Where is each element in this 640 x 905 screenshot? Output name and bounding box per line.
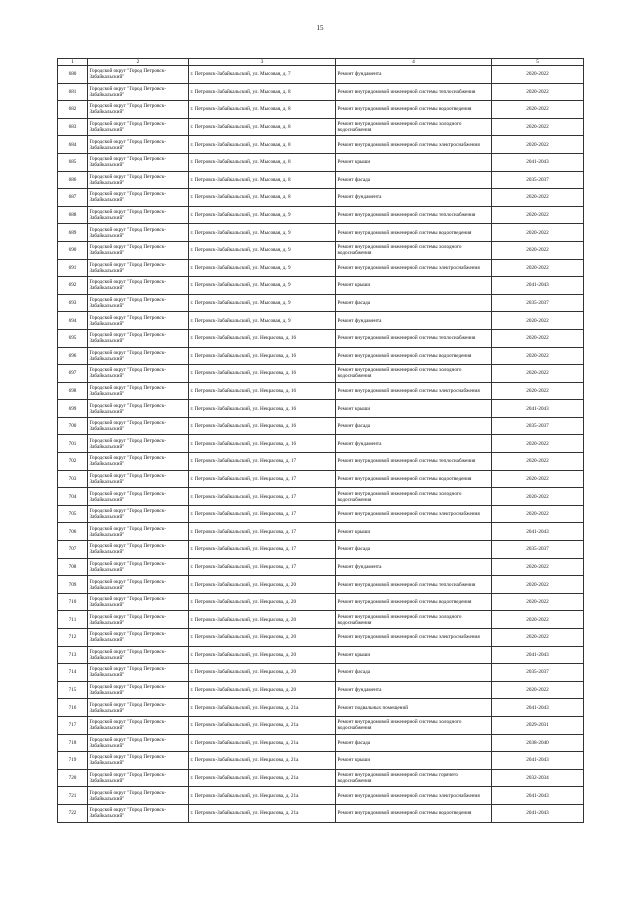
address-cell: г. Петровск-Забайкальский, ул. Некрасова, д. 17 <box>189 505 336 523</box>
period-cell: 2020-2022 <box>492 453 584 471</box>
work-type-cell: Ремонт внутридомовой инженерной системы водоотведения <box>336 347 492 365</box>
work-type-cell: Ремонт фундамента <box>336 558 492 576</box>
table-row <box>58 576 584 594</box>
work-type-cell: Ремонт внутридомовой инженерной системы теплоснабжения <box>336 83 492 101</box>
column-header: 5 <box>492 59 584 66</box>
table-row <box>58 417 584 435</box>
row-number-cell: 693 <box>58 294 88 312</box>
work-type-cell: Ремонт крыши <box>336 153 492 171</box>
address-cell: г. Петровск-Забайкальский, ул. Мысовая, д. 8 <box>189 189 336 207</box>
work-type-cell: Ремонт внутридомовой инженерной системы теплоснабжения <box>336 329 492 347</box>
period-cell: 2035-2037 <box>492 417 584 435</box>
municipality-cell: Городской округ "Город Петровск-Забайкальский" <box>88 277 189 295</box>
address-cell: г. Петровск-Забайкальский, ул. Мысовая, д. 8 <box>189 83 336 101</box>
work-type-cell: Ремонт внутридомовой инженерной системы водоотведения <box>336 101 492 119</box>
work-type-cell: Ремонт фасада <box>336 541 492 559</box>
period-cell: 2020-2022 <box>492 241 584 259</box>
row-number-cell: 690 <box>58 241 88 259</box>
work-type-cell: Ремонт внутридомовой инженерной системы электроснабжения <box>336 629 492 647</box>
period-cell: 2020-2022 <box>492 347 584 365</box>
address-cell: г. Петровск-Забайкальский, ул. Некрасова, д. 16 <box>189 417 336 435</box>
table-row <box>58 804 584 822</box>
address-cell: г. Петровск-Забайкальский, ул. Некрасова, д. 21а <box>189 752 336 770</box>
municipality-cell: Городской округ "Город Петровск-Забайкальский" <box>88 294 189 312</box>
municipality-cell: Городской округ "Город Петровск-Забайкальский" <box>88 611 189 629</box>
work-type-cell: Ремонт фасада <box>336 171 492 189</box>
municipality-cell: Городской округ "Город Петровск-Забайкальский" <box>88 629 189 647</box>
address-cell: г. Петровск-Забайкальский, ул. Некрасова, д. 16 <box>189 365 336 383</box>
period-cell: 2020-2022 <box>492 66 584 84</box>
period-cell: 2020-2022 <box>492 681 584 699</box>
column-header: 4 <box>336 59 492 66</box>
work-type-cell: Ремонт внутридомовой инженерной системы теплоснабжения <box>336 206 492 224</box>
row-number-cell: 719 <box>58 752 88 770</box>
address-cell: г. Петровск-Забайкальский, ул. Некрасова, д. 20 <box>189 593 336 611</box>
row-number-cell: 707 <box>58 541 88 559</box>
municipality-cell: Городской округ "Город Петровск-Забайкальский" <box>88 787 189 805</box>
table-header-row <box>58 59 584 66</box>
work-type-cell: Ремонт внутридомовой инженерной системы холодного водоснабжения <box>336 611 492 629</box>
table-row <box>58 787 584 805</box>
period-cell: 2041-2043 <box>492 523 584 541</box>
period-cell: 2020-2022 <box>492 365 584 383</box>
work-type-cell: Ремонт фундамента <box>336 681 492 699</box>
address-cell: г. Петровск-Забайкальский, ул. Мысовая, д. 9 <box>189 224 336 242</box>
municipality-cell: Городской округ "Город Петровск-Забайкальский" <box>88 365 189 383</box>
address-cell: г. Петровск-Забайкальский, ул. Некрасова, д. 17 <box>189 523 336 541</box>
municipality-cell: Городской округ "Город Петровск-Забайкальский" <box>88 206 189 224</box>
address-cell: г. Петровск-Забайкальский, ул. Некрасова, д. 20 <box>189 664 336 682</box>
table-row <box>58 699 584 717</box>
work-type-cell: Ремонт крыши <box>336 400 492 418</box>
municipality-cell: Городской округ "Город Петровск-Забайкальский" <box>88 646 189 664</box>
period-cell: 2038-2040 <box>492 734 584 752</box>
municipality-cell: Городской округ "Город Петровск-Забайкальский" <box>88 541 189 559</box>
table-row <box>58 681 584 699</box>
row-number-cell: 701 <box>58 435 88 453</box>
row-number-cell: 700 <box>58 417 88 435</box>
work-type-cell: Ремонт внутридомовой инженерной системы электроснабжения <box>336 259 492 277</box>
table-row <box>58 277 584 295</box>
table-row <box>58 329 584 347</box>
row-number-cell: 705 <box>58 505 88 523</box>
municipality-cell: Городской округ "Город Петровск-Забайкальский" <box>88 224 189 242</box>
municipality-cell: Городской округ "Город Петровск-Забайкальский" <box>88 681 189 699</box>
address-cell: г. Петровск-Забайкальский, ул. Некрасова, д. 21а <box>189 769 336 787</box>
work-type-cell: Ремонт фундамента <box>336 189 492 207</box>
work-type-cell: Ремонт фундамента <box>336 312 492 330</box>
municipality-cell: Городской округ "Город Петровск-Забайкальский" <box>88 189 189 207</box>
row-number-cell: 717 <box>58 716 88 734</box>
work-type-cell: Ремонт фасада <box>336 664 492 682</box>
row-number-cell: 698 <box>58 382 88 400</box>
table-row <box>58 118 584 136</box>
period-cell: 2035-2037 <box>492 664 584 682</box>
table-row <box>58 206 584 224</box>
address-cell: г. Петровск-Забайкальский, ул. Некрасова, д. 17 <box>189 488 336 506</box>
column-header: 2 <box>88 59 189 66</box>
period-cell: 2041-2043 <box>492 400 584 418</box>
address-cell: г. Петровск-Забайкальский, ул. Мысовая, д. 8 <box>189 171 336 189</box>
work-type-cell: Ремонт фасада <box>336 417 492 435</box>
address-cell: г. Петровск-Забайкальский, ул. Некрасова, д. 17 <box>189 470 336 488</box>
municipality-cell: Городской округ "Город Петровск-Забайкальский" <box>88 153 189 171</box>
address-cell: г. Петровск-Забайкальский, ул. Мысовая, д. 9 <box>189 206 336 224</box>
work-type-cell: Ремонт внутридомовой инженерной системы теплоснабжения <box>336 453 492 471</box>
work-type-cell: Ремонт внутридомовой инженерной системы холодного водоснабжения <box>336 241 492 259</box>
municipality-cell: Городской округ "Город Петровск-Забайкальский" <box>88 241 189 259</box>
row-number-cell: 697 <box>58 365 88 383</box>
period-cell: 2041-2043 <box>492 752 584 770</box>
period-cell: 2020-2022 <box>492 593 584 611</box>
address-cell: г. Петровск-Забайкальский, ул. Некрасова, д. 17 <box>189 558 336 576</box>
page-number: 15 <box>316 24 324 32</box>
work-type-cell: Ремонт внутридомовой инженерной системы водоотведения <box>336 593 492 611</box>
municipality-cell: Городской округ "Город Петровск-Забайкальский" <box>88 435 189 453</box>
column-header: 1 <box>58 59 88 66</box>
work-type-cell: Ремонт фундамента <box>336 66 492 84</box>
row-number-cell: 704 <box>58 488 88 506</box>
municipality-cell: Городской округ "Город Петровск-Забайкальский" <box>88 523 189 541</box>
row-number-cell: 721 <box>58 787 88 805</box>
row-number-cell: 686 <box>58 171 88 189</box>
table-row <box>58 224 584 242</box>
repair-schedule-table <box>57 58 584 823</box>
row-number-cell: 694 <box>58 312 88 330</box>
address-cell: г. Петровск-Забайкальский, ул. Некрасова, д. 16 <box>189 382 336 400</box>
period-cell: 2020-2022 <box>492 136 584 154</box>
table-row <box>58 505 584 523</box>
municipality-cell: Городской округ "Город Петровск-Забайкальский" <box>88 488 189 506</box>
municipality-cell: Городской округ "Город Петровск-Забайкальский" <box>88 329 189 347</box>
municipality-cell: Городской округ "Город Петровск-Забайкальский" <box>88 734 189 752</box>
period-cell: 2020-2022 <box>492 382 584 400</box>
municipality-cell: Городской округ "Город Петровск-Забайкальский" <box>88 804 189 822</box>
address-cell: г. Петровск-Забайкальский, ул. Некрасова, д. 20 <box>189 681 336 699</box>
municipality-cell: Городской округ "Город Петровск-Забайкальский" <box>88 118 189 136</box>
address-cell: г. Петровск-Забайкальский, ул. Мысовая, д. 9 <box>189 241 336 259</box>
work-type-cell: Ремонт внутридомовой инженерной системы холодного водоснабжения <box>336 365 492 383</box>
table-row <box>58 734 584 752</box>
work-type-cell: Ремонт внутридомовой инженерной системы теплоснабжения <box>336 576 492 594</box>
row-number-cell: 695 <box>58 329 88 347</box>
municipality-cell: Городской округ "Город Петровск-Забайкальский" <box>88 347 189 365</box>
address-cell: г. Петровск-Забайкальский, ул. Некрасова, д. 17 <box>189 453 336 471</box>
municipality-cell: Городской округ "Город Петровск-Забайкальский" <box>88 699 189 717</box>
address-cell: г. Петровск-Забайкальский, ул. Некрасова, д. 21а <box>189 787 336 805</box>
period-cell: 2020-2022 <box>492 329 584 347</box>
work-type-cell: Ремонт внутридомовой инженерной системы электроснабжения <box>336 787 492 805</box>
period-cell: 2035-2037 <box>492 294 584 312</box>
table-row <box>58 646 584 664</box>
row-number-cell: 703 <box>58 470 88 488</box>
work-type-cell: Ремонт внутридомовой инженерной системы электроснабжения <box>336 505 492 523</box>
row-number-cell: 688 <box>58 206 88 224</box>
row-number-cell: 716 <box>58 699 88 717</box>
table-row <box>58 101 584 119</box>
address-cell: г. Петровск-Забайкальский, ул. Мысовая, д. 8 <box>189 118 336 136</box>
table-body <box>58 66 584 823</box>
table-row <box>58 611 584 629</box>
address-cell: г. Петровск-Забайкальский, ул. Некрасова, д. 16 <box>189 400 336 418</box>
table-row <box>58 752 584 770</box>
row-number-cell: 681 <box>58 83 88 101</box>
period-cell: 2020-2022 <box>492 435 584 453</box>
address-cell: г. Петровск-Забайкальский, ул. Некрасова, д. 20 <box>189 629 336 647</box>
work-type-cell: Ремонт внутридомовой инженерной системы водоотведения <box>336 224 492 242</box>
work-type-cell: Ремонт внутридомовой инженерной системы холодного водоснабжения <box>336 118 492 136</box>
row-number-cell: 709 <box>58 576 88 594</box>
row-number-cell: 722 <box>58 804 88 822</box>
table-row <box>58 365 584 383</box>
row-number-cell: 685 <box>58 153 88 171</box>
row-number-cell: 720 <box>58 769 88 787</box>
work-type-cell: Ремонт фасада <box>336 294 492 312</box>
work-type-cell: Ремонт внутридомовой инженерной системы водоотведения <box>336 804 492 822</box>
municipality-cell: Городской округ "Город Петровск-Забайкальский" <box>88 417 189 435</box>
municipality-cell: Городской округ "Город Петровск-Забайкальский" <box>88 716 189 734</box>
work-type-cell: Ремонт крыши <box>336 646 492 664</box>
table-row <box>58 382 584 400</box>
row-number-cell: 715 <box>58 681 88 699</box>
row-number-cell: 714 <box>58 664 88 682</box>
address-cell: г. Петровск-Забайкальский, ул. Некрасова, д. 21а <box>189 734 336 752</box>
table-row <box>58 259 584 277</box>
work-type-cell: Ремонт крыши <box>336 523 492 541</box>
municipality-cell: Городской округ "Город Петровск-Забайкальский" <box>88 66 189 84</box>
table-row <box>58 664 584 682</box>
period-cell: 2020-2022 <box>492 101 584 119</box>
work-type-cell: Ремонт фундамента <box>336 435 492 453</box>
table-row <box>58 470 584 488</box>
row-number-cell: 711 <box>58 611 88 629</box>
address-cell: г. Петровск-Забайкальский, ул. Некрасова, д. 20 <box>189 611 336 629</box>
work-type-cell: Ремонт внутридомовой инженерной системы водоотведения <box>336 470 492 488</box>
work-type-cell: Ремонт фасада <box>336 734 492 752</box>
period-cell: 2020-2022 <box>492 118 584 136</box>
period-cell: 2020-2022 <box>492 488 584 506</box>
row-number-cell: 696 <box>58 347 88 365</box>
row-number-cell: 702 <box>58 453 88 471</box>
table-row <box>58 294 584 312</box>
work-type-cell: Ремонт внутридомовой инженерной системы электроснабжения <box>336 382 492 400</box>
table-row <box>58 66 584 84</box>
period-cell: 2020-2022 <box>492 189 584 207</box>
period-cell: 2020-2022 <box>492 558 584 576</box>
municipality-cell: Городской округ "Город Петровск-Забайкальский" <box>88 470 189 488</box>
period-cell: 2041-2043 <box>492 699 584 717</box>
table-row <box>58 523 584 541</box>
table-row <box>58 453 584 471</box>
address-cell: г. Петровск-Забайкальский, ул. Некрасова, д. 16 <box>189 347 336 365</box>
table-row <box>58 716 584 734</box>
address-cell: г. Петровск-Забайкальский, ул. Некрасова, д. 17 <box>189 541 336 559</box>
table-row <box>58 189 584 207</box>
period-cell: 2020-2022 <box>492 470 584 488</box>
work-type-cell: Ремонт крыши <box>336 752 492 770</box>
table-row <box>58 171 584 189</box>
row-number-cell: 687 <box>58 189 88 207</box>
work-type-cell: Ремонт внутридомовой инженерной системы электроснабжения <box>336 136 492 154</box>
work-type-cell: Ремонт подвальных помещений <box>336 699 492 717</box>
work-type-cell: Ремонт внутридомовой инженерной системы холодного водоснабжения <box>336 488 492 506</box>
period-cell: 2041-2043 <box>492 153 584 171</box>
address-cell: г. Петровск-Забайкальский, ул. Мысовая, д. 9 <box>189 294 336 312</box>
row-number-cell: 699 <box>58 400 88 418</box>
municipality-cell: Городской округ "Город Петровск-Забайкальский" <box>88 382 189 400</box>
municipality-cell: Городской округ "Город Петровск-Забайкальский" <box>88 259 189 277</box>
row-number-cell: 691 <box>58 259 88 277</box>
address-cell: г. Петровск-Забайкальский, ул. Некрасова, д. 16 <box>189 329 336 347</box>
municipality-cell: Городской округ "Город Петровск-Забайкальский" <box>88 769 189 787</box>
table-row <box>58 400 584 418</box>
municipality-cell: Городской округ "Город Петровск-Забайкальский" <box>88 136 189 154</box>
municipality-cell: Городской округ "Город Петровск-Забайкальский" <box>88 558 189 576</box>
table-row <box>58 558 584 576</box>
table-row <box>58 629 584 647</box>
period-cell: 2032-2034 <box>492 769 584 787</box>
municipality-cell: Городской округ "Город Петровск-Забайкальский" <box>88 664 189 682</box>
address-cell: г. Петровск-Забайкальский, ул. Некрасова, д. 21а <box>189 804 336 822</box>
period-cell: 2041-2043 <box>492 804 584 822</box>
table-row <box>58 153 584 171</box>
work-type-cell: Ремонт крыши <box>336 277 492 295</box>
address-cell: г. Петровск-Забайкальский, ул. Мысовая, д. 8 <box>189 101 336 119</box>
work-type-cell: Ремонт внутридомовой инженерной системы горячего водоснабжения <box>336 769 492 787</box>
row-number-cell: 712 <box>58 629 88 647</box>
municipality-cell: Городской округ "Город Петровск-Забайкальский" <box>88 576 189 594</box>
row-number-cell: 708 <box>58 558 88 576</box>
row-number-cell: 692 <box>58 277 88 295</box>
municipality-cell: Городской округ "Город Петровск-Забайкальский" <box>88 453 189 471</box>
table-row <box>58 312 584 330</box>
row-number-cell: 706 <box>58 523 88 541</box>
row-number-cell: 689 <box>58 224 88 242</box>
period-cell: 2020-2022 <box>492 206 584 224</box>
row-number-cell: 713 <box>58 646 88 664</box>
municipality-cell: Городской округ "Город Петровск-Забайкальский" <box>88 400 189 418</box>
period-cell: 2035-2037 <box>492 171 584 189</box>
row-number-cell: 710 <box>58 593 88 611</box>
period-cell: 2020-2022 <box>492 224 584 242</box>
municipality-cell: Городской округ "Город Петровск-Забайкальский" <box>88 312 189 330</box>
address-cell: г. Петровск-Забайкальский, ул. Некрасова, д. 16 <box>189 435 336 453</box>
address-cell: г. Петровск-Забайкальский, ул. Мысовая, д. 9 <box>189 312 336 330</box>
address-cell: г. Петровск-Забайкальский, ул. Некрасова, д. 21а <box>189 699 336 717</box>
row-number-cell: 683 <box>58 118 88 136</box>
period-cell: 2020-2022 <box>492 611 584 629</box>
row-number-cell: 718 <box>58 734 88 752</box>
address-cell: г. Петровск-Забайкальский, ул. Мысовая, д. 9 <box>189 259 336 277</box>
address-cell: г. Петровск-Забайкальский, ул. Мысовая, д. 7 <box>189 66 336 84</box>
period-cell: 2029-2031 <box>492 716 584 734</box>
address-cell: г. Петровск-Забайкальский, ул. Некрасова, д. 21а <box>189 716 336 734</box>
period-cell: 2020-2022 <box>492 259 584 277</box>
period-cell: 2041-2043 <box>492 646 584 664</box>
municipality-cell: Городской округ "Город Петровск-Забайкальский" <box>88 171 189 189</box>
table-row <box>58 241 584 259</box>
municipality-cell: Городской округ "Город Петровск-Забайкальский" <box>88 83 189 101</box>
table-row <box>58 769 584 787</box>
municipality-cell: Городской округ "Город Петровск-Забайкальский" <box>88 752 189 770</box>
table-row <box>58 435 584 453</box>
period-cell: 2020-2022 <box>492 505 584 523</box>
row-number-cell: 682 <box>58 101 88 119</box>
municipality-cell: Городской округ "Город Петровск-Забайкальский" <box>88 101 189 119</box>
table-row <box>58 136 584 154</box>
table-row <box>58 488 584 506</box>
address-cell: г. Петровск-Забайкальский, ул. Мысовая, д. 9 <box>189 277 336 295</box>
municipality-cell: Городской округ "Город Петровск-Забайкальский" <box>88 593 189 611</box>
column-header: 3 <box>189 59 336 66</box>
row-number-cell: 684 <box>58 136 88 154</box>
table-row <box>58 83 584 101</box>
period-cell: 2041-2043 <box>492 787 584 805</box>
table-row <box>58 593 584 611</box>
period-cell: 2020-2022 <box>492 312 584 330</box>
address-cell: г. Петровск-Забайкальский, ул. Мысовая, д. 8 <box>189 136 336 154</box>
municipality-cell: Городской округ "Город Петровск-Забайкальский" <box>88 505 189 523</box>
address-cell: г. Петровск-Забайкальский, ул. Некрасова, д. 20 <box>189 646 336 664</box>
row-number-cell: 680 <box>58 66 88 84</box>
work-type-cell: Ремонт внутридомовой инженерной системы холодного водоснабжения <box>336 716 492 734</box>
period-cell: 2035-2037 <box>492 541 584 559</box>
address-cell: г. Петровск-Забайкальский, ул. Некрасова, д. 20 <box>189 576 336 594</box>
table-row <box>58 541 584 559</box>
period-cell: 2020-2022 <box>492 576 584 594</box>
period-cell: 2020-2022 <box>492 629 584 647</box>
period-cell: 2020-2022 <box>492 83 584 101</box>
period-cell: 2041-2043 <box>492 277 584 295</box>
address-cell: г. Петровск-Забайкальский, ул. Мысовая, д. 8 <box>189 153 336 171</box>
table-row <box>58 347 584 365</box>
